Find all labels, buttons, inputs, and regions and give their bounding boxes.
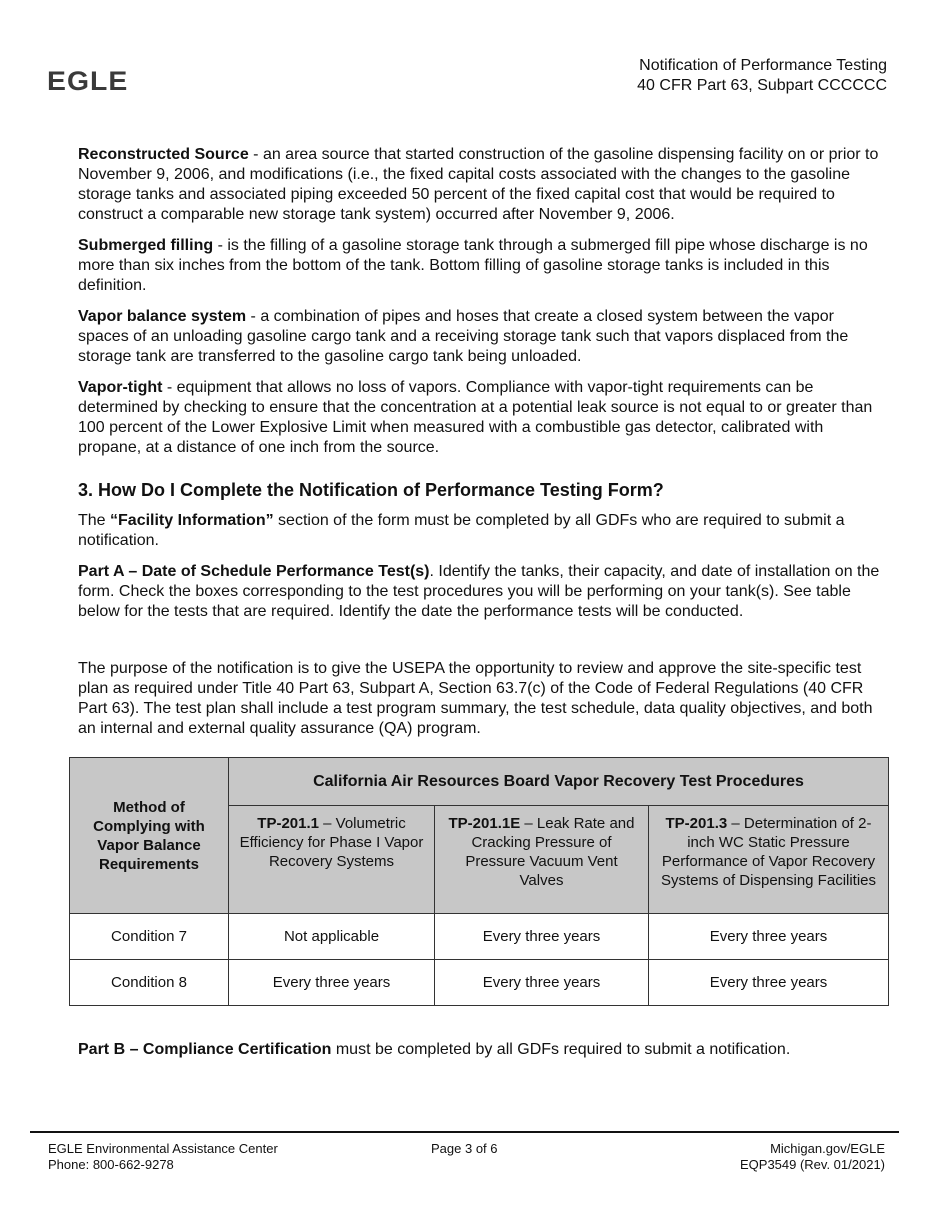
row-value: Not applicable: [229, 914, 435, 960]
table-row: [70, 914, 889, 960]
carb-procedures-header: California Air Resources Board Vapor Recovery Test Procedures: [229, 758, 889, 806]
procedure-code: TP-201.1: [257, 815, 319, 832]
table-row: [70, 960, 889, 1006]
definition-term: Reconstructed Source: [78, 146, 249, 163]
document-header: [637, 56, 887, 96]
footer-page-number: Page 3 of 6: [431, 1141, 498, 1156]
definition-vapor-balance-system: [78, 307, 886, 367]
definition-text: - is the filling of a gasoline storage tank through a submerged fill pipe whose discharge is no more than six inches from the bottom of the tank. Bottom filling of gasoline storage tanks is included in this definition.: [78, 237, 868, 294]
section-3-heading: 3. How Do I Complete the Notification of Performance Testing Form?: [78, 480, 664, 500]
procedure-tp-201-1e: [435, 806, 649, 914]
facility-post-text: section of the form must be completed by all GDFs who are required to submit a notification.: [78, 512, 845, 549]
part-b-term: Part B – Compliance Certification: [78, 1041, 332, 1058]
procedure-tp-201-1: [229, 806, 435, 914]
definition-term: Vapor-tight: [78, 379, 163, 396]
definition-term: Vapor balance system: [78, 308, 247, 325]
part-b-text: must be completed by all GDFs required to submit a notification.: [331, 1041, 791, 1058]
procedure-desc: – Volumetric Efficiency for Phase I Vapor Recovery Systems: [239, 815, 424, 870]
part-b-paragraph: [78, 1040, 790, 1060]
header-subtitle: 40 CFR Part 63, Subpart CCCCCC: [637, 77, 887, 94]
footer-org: EGLE Environmental Assistance Center: [48, 1141, 278, 1156]
row-method: Condition 8: [70, 960, 229, 1006]
spacer: [78, 633, 886, 659]
row-value: Every three years: [229, 960, 435, 1006]
table-header-row: [70, 758, 889, 806]
part-a-paragraph: [78, 562, 886, 622]
footer-form-number: EQP3549 (Rev. 01/2021): [739, 1157, 885, 1172]
footer-phone: Phone: 800-662-9278: [48, 1157, 174, 1172]
main-content: [78, 145, 886, 750]
header-title: Notification of Performance Testing: [639, 57, 887, 74]
procedure-code: TP-201.1E: [448, 815, 521, 832]
facility-information-term: “Facility Information”: [110, 512, 274, 529]
test-procedures-table: [69, 757, 889, 1006]
facility-information-paragraph: [78, 511, 886, 551]
definition-text: - a combination of pipes and hoses that create a closed system between the vapor spaces of an unloading gasoline cargo tank and a receiving storage tank such that vapors displaced from the storage tank are transferred to the gasoline cargo tank being unloaded.: [78, 308, 849, 365]
definition-text: - equipment that allows no loss of vapors. Compliance with vapor-tight requirements can be determined by checking to ensure that the concentration at a potential leak source is not equal to or greater than 100 percent of the Lower Explosive Limit when measured with a combustible gas detector, calibrated with propane, at a distance of one inch from the source.: [78, 379, 873, 456]
method-header: Method of Complying with Vapor Balance Requirements: [70, 758, 229, 914]
definition-submerged-filling: [78, 236, 886, 296]
footer-contact: [48, 1141, 278, 1173]
part-a-text: . Identify the tanks, their capacity, and date of installation on the form. Check the boxes corresponding to the test procedures you will be performing on your tank(s). See table below for the tests that are required. Identify the date the performance tests will be conducted.: [78, 563, 880, 620]
row-value: Every three years: [649, 914, 889, 960]
egle-logo: EGLE: [47, 66, 129, 96]
procedure-desc: – Leak Rate and Cracking Pressure of Pressure Vacuum Vent Valves: [465, 815, 635, 889]
definition-reconstructed-source: [78, 145, 886, 225]
footer-divider: [30, 1131, 899, 1133]
procedure-tp-201-3: [649, 806, 889, 914]
row-value: Every three years: [435, 914, 649, 960]
footer-info: [740, 1141, 885, 1173]
facility-pre-text: The: [78, 512, 111, 529]
procedure-code: TP-201.3: [665, 815, 728, 832]
part-a-term: Part A – Date of Schedule Performance Test(s): [78, 563, 430, 580]
footer-website: Michigan.gov/EGLE: [770, 1141, 885, 1156]
purpose-paragraph: The purpose of the notification is to give the USEPA the opportunity to review and approve the site-specific test plan as required under Title 40 Part 63, Subpart A, Section 63.7(c) of the Code of Federal Regulations (40 CFR Part 63). The test plan shall include a test program summary, the test schedule, data quality objectives, and both an internal and external quality assurance (QA) program.: [78, 660, 873, 737]
row-value: Every three years: [649, 960, 889, 1006]
row-method: Condition 7: [70, 914, 229, 960]
definition-text: - an area source that started construction of the gasoline dispensing facility on or prior to November 9, 2006, and modifications (i.e., the fixed capital costs associated with the changes to the gasoline storage tanks and associated piping exceeded 50 percent of the fixed capital cost that would be required to construct a comparable new storage tank system) occurred after November 9, 2006.: [78, 146, 879, 223]
definition-vapor-tight: [78, 378, 886, 458]
row-value: Every three years: [435, 960, 649, 1006]
definition-term: Submerged filling: [78, 237, 214, 254]
procedure-desc: – Determination of 2-inch WC Static Pressure Performance of Vapor Recovery Systems of Dispensing Facilities: [660, 815, 877, 889]
